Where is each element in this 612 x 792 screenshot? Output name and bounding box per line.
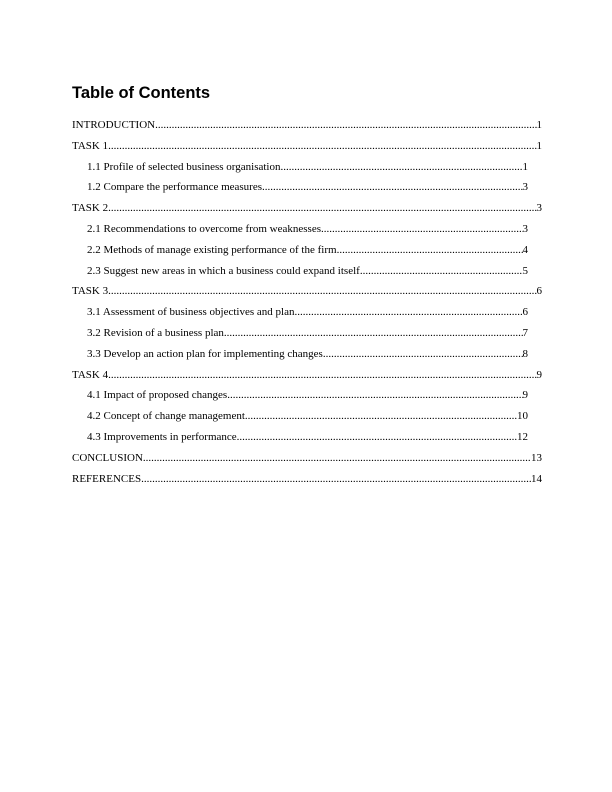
toc-leader-dots bbox=[237, 427, 517, 448]
toc-leader-dots bbox=[155, 115, 536, 136]
toc-leader-dots bbox=[224, 323, 523, 344]
toc-entry-task-1[interactable] bbox=[72, 136, 542, 157]
toc-entry-task-3[interactable] bbox=[72, 281, 542, 302]
toc-entry-1-2[interactable] bbox=[87, 177, 528, 198]
toc-entry-page: 3 bbox=[522, 222, 528, 235]
toc-entry-label: TASK 2 bbox=[72, 202, 109, 215]
toc-leader-dots bbox=[360, 261, 523, 282]
toc-entry-label: REFERENCES bbox=[72, 472, 142, 485]
toc-entry-4-2[interactable] bbox=[87, 406, 528, 427]
toc-leader-dots bbox=[108, 281, 536, 302]
toc-entry-2-1[interactable] bbox=[87, 219, 528, 240]
toc-entry-conclusion[interactable] bbox=[72, 448, 542, 469]
toc-entry-page: 6 bbox=[522, 306, 528, 319]
toc-entry-4-3[interactable] bbox=[87, 427, 528, 448]
toc-entry-label: TASK 3 bbox=[72, 285, 109, 298]
toc-leader-dots bbox=[321, 219, 523, 240]
toc-entry-page: 1 bbox=[536, 119, 542, 131]
toc-entry-label: 1.2 Compare the performance measures bbox=[87, 181, 263, 194]
toc-entry-page: 13 bbox=[531, 451, 542, 464]
toc-entry-label: INTRODUCTION bbox=[72, 119, 156, 131]
toc-entry-2-2[interactable] bbox=[87, 240, 528, 261]
table-of-contents bbox=[72, 115, 542, 489]
toc-entry-label: 3.3 Develop an action plan for implementing changes bbox=[87, 347, 323, 360]
toc-entry-page: 8 bbox=[522, 347, 528, 360]
toc-entry-1-1[interactable] bbox=[87, 157, 528, 178]
toc-leader-dots bbox=[227, 385, 522, 406]
toc-entry-references[interactable] bbox=[72, 469, 542, 490]
toc-leader-dots bbox=[143, 448, 531, 469]
toc-entry-label: 4.1 Impact of proposed changes bbox=[87, 389, 228, 402]
toc-entry-2-3[interactable] bbox=[87, 261, 528, 282]
toc-entry-3-2[interactable] bbox=[87, 323, 528, 344]
toc-entry-page: 12 bbox=[517, 430, 528, 443]
toc-entry-label: 2.1 Recommendations to overcome from weaknesses bbox=[87, 222, 321, 235]
toc-entry-introduction[interactable] bbox=[72, 115, 542, 136]
toc-leader-dots bbox=[108, 136, 536, 157]
toc-entry-page: 7 bbox=[522, 326, 528, 339]
toc-entry-4-1[interactable] bbox=[87, 385, 528, 406]
toc-entry-page: 1 bbox=[536, 139, 542, 152]
toc-leader-dots bbox=[280, 157, 522, 178]
toc-entry-page: 3 bbox=[522, 181, 528, 194]
toc-entry-page: 3 bbox=[536, 202, 542, 215]
toc-leader-dots bbox=[108, 198, 536, 219]
toc-entry-page: 9 bbox=[536, 368, 542, 381]
toc-entry-page: 10 bbox=[517, 410, 528, 423]
toc-entry-label: 4.2 Concept of change management bbox=[87, 410, 245, 423]
toc-entry-label: TASK 1 bbox=[72, 139, 109, 152]
toc-leader-dots bbox=[294, 302, 522, 323]
toc-entry-page: 6 bbox=[536, 285, 542, 298]
toc-leader-dots bbox=[108, 365, 536, 386]
toc-entry-3-3[interactable] bbox=[87, 344, 528, 365]
toc-entry-label: 3.2 Revision of a business plan bbox=[87, 326, 224, 339]
toc-entry-label: 2.3 Suggest new areas in which a business could expand itself bbox=[87, 264, 360, 277]
toc-entry-task-2[interactable] bbox=[72, 198, 542, 219]
toc-entry-page: 9 bbox=[522, 389, 528, 402]
toc-entry-label: CONCLUSION bbox=[72, 451, 143, 464]
toc-entry-label: 1.1 Profile of selected business organisation bbox=[87, 160, 281, 173]
page-title: Table of Contents bbox=[72, 84, 211, 102]
toc-entry-label: TASK 4 bbox=[72, 368, 109, 381]
toc-entry-page: 4 bbox=[522, 243, 528, 256]
toc-entry-label: 2.2 Methods of manage existing performance of the firm bbox=[87, 243, 337, 256]
toc-leader-dots bbox=[141, 469, 531, 490]
toc-leader-dots bbox=[262, 177, 522, 198]
toc-entry-page: 1 bbox=[522, 160, 528, 173]
toc-entry-page: 14 bbox=[531, 472, 542, 485]
toc-entry-task-4[interactable] bbox=[72, 365, 542, 386]
toc-entry-3-1[interactable] bbox=[87, 302, 528, 323]
toc-entry-label: 3.1 Assessment of business objectives and plan bbox=[87, 306, 295, 319]
toc-leader-dots bbox=[323, 344, 523, 365]
toc-leader-dots bbox=[245, 406, 517, 427]
toc-entry-label: 4.3 Improvements in performance bbox=[87, 430, 237, 443]
toc-leader-dots bbox=[337, 240, 523, 261]
toc-entry-page: 5 bbox=[522, 264, 528, 277]
